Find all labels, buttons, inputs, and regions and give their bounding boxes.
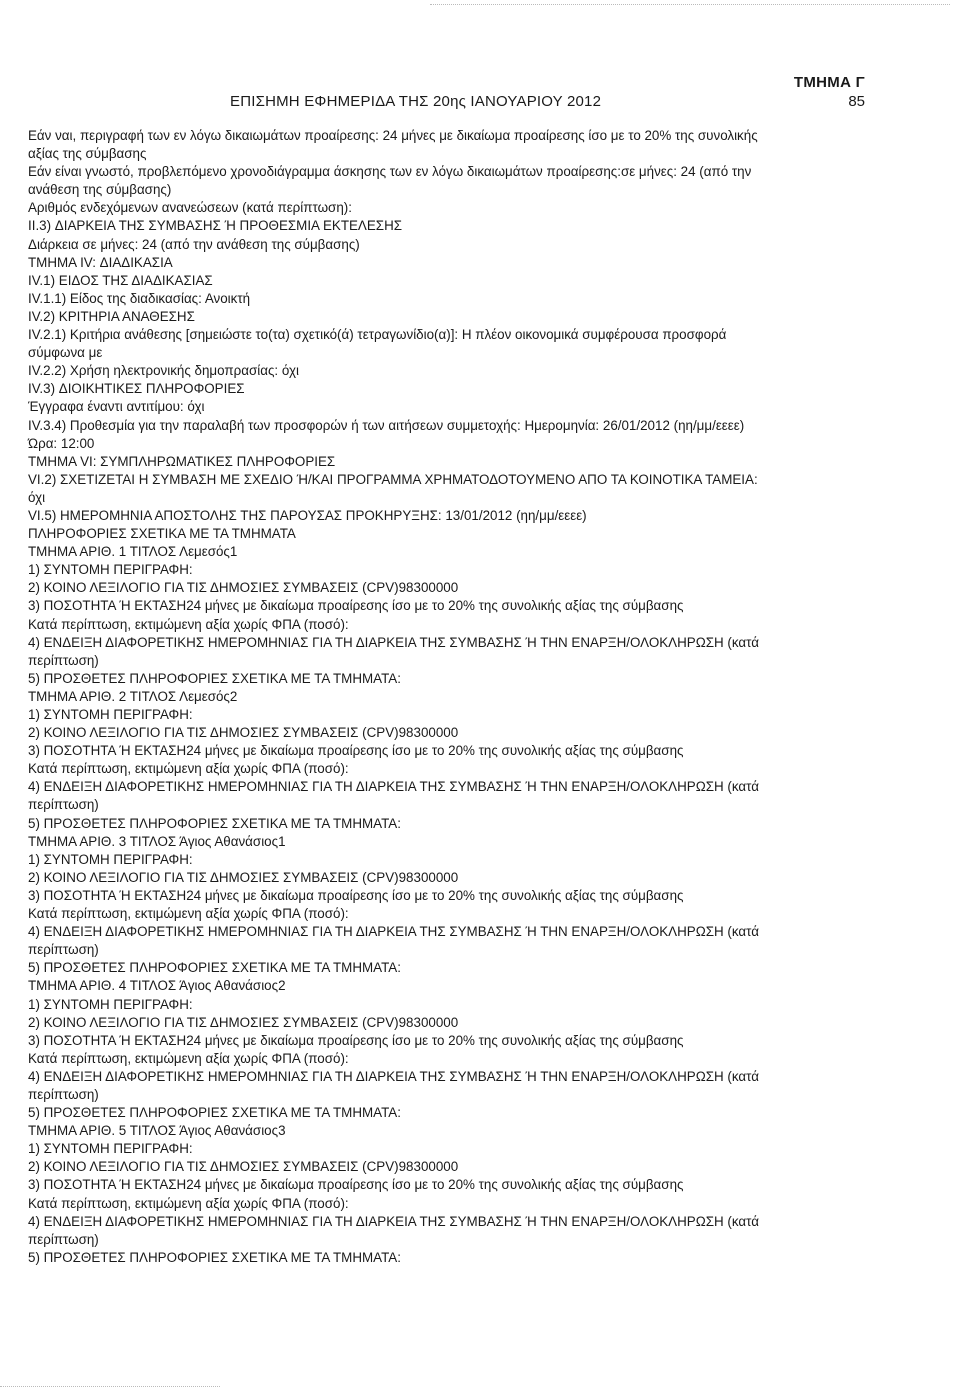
document-line: 4) ΕΝΔΕΙΞΗ ΔΙΑΦΟΡΕΤΙΚΗΣ ΗΜΕΡΟΜΗΝΙΑΣ ΓΙΑ ΤΗ ΔΙΑΡΚΕΙΑ ΤΗΣ ΣΥΜΒΑΣΗΣ Ή ΤΗΝ ΕΝΑΡΞΗ/ΟΛΟΚΛΗΡΩΣΗ (κατά [28,779,759,795]
document-line: 5) ΠΡΟΣΘΕΤΕΣ ΠΛΗΡΟΦΟΡΙΕΣ ΣΧΕΤΙΚΑ ΜΕ ΤΑ ΤΜΗΜΑΤΑ: [28,960,401,976]
document-line: IV.1) ΕΙΔΟΣ ΤΗΣ ΔΙΑΔΙΚΑΣΙΑΣ [28,272,213,288]
document-line: Εάν ναι, περιγραφή των εν λόγω δικαιωμάτων προαίρεσης: 24 μήνες με δικαίωμα προαίρεσης ίσο με το 20% της συνολικής [28,128,758,143]
document-line: 2) ΚΟΙΝΟ ΛΕΞΙΛΟΓΙΟ ΓΙΑ ΤΙΣ ΔΗΜΟΣΙΕΣ ΣΥΜΒΑΣΕΙΣ (CPV)98300000 [28,580,459,596]
document-body [28,127,908,1267]
document-line: όχι [28,489,46,505]
document-line: ΤΜΗΜΑ ΑΡΙΘ. 5 ΤΙΤΛΟΣ Άγιος Αθανάσιος3 [28,1123,286,1139]
document-line: ανάθεση της σύμβασης) [28,182,172,198]
document-line: IV.1.1) Είδος της διαδικασίας: Ανοικτή [28,290,251,306]
document-line: 2) ΚΟΙΝΟ ΛΕΞΙΛΟΓΙΟ ΓΙΑ ΤΙΣ ΔΗΜΟΣΙΕΣ ΣΥΜΒΑΣΕΙΣ (CPV)98300000 [28,1014,459,1030]
document-line: περίπτωση) [28,1086,99,1102]
document-line: 5) ΠΡΟΣΘΕΤΕΣ ΠΛΗΡΟΦΟΡΙΕΣ ΣΧΕΤΙΚΑ ΜΕ ΤΑ ΤΜΗΜΑΤΑ: [28,815,401,831]
document-line: ΤΜΗΜΑ ΑΡΙΘ. 4 ΤΙΤΛΟΣ Άγιος Αθανάσιος2 [28,978,286,994]
document-line: 4) ΕΝΔΕΙΞΗ ΔΙΑΦΟΡΕΤΙΚΗΣ ΗΜΕΡΟΜΗΝΙΑΣ ΓΙΑ ΤΗ ΔΙΑΡΚΕΙΑ ΤΗΣ ΣΥΜΒΑΣΗΣ Ή ΤΗΝ ΕΝΑΡΞΗ/ΟΛΟΚΛΗΡΩΣΗ (κατά [28,924,759,940]
document-line: 1) ΣΥΝΤΟΜΗ ΠΕΡΙΓΡΑΦΗ: [28,562,193,578]
document-line: Κατά περίπτωση, εκτιμώμενη αξία χωρίς ΦΠΑ (ποσό): [28,1195,349,1211]
document-line: IV.2) ΚΡΙΤΗΡΙΑ ΑΝΑΘΕΣΗΣ [28,308,195,324]
document-line: ΤΜΗΜΑ ΑΡΙΘ. 1 ΤΙΤΛΟΣ Λεμεσός1 [28,544,238,560]
document-line: IV.3.4) Προθεσμία για την παραλαβή των προσφορών ή των αιτήσεων συμμετοχής: Ημερομηνία: 26/01/2012 (ηη/μμ/εεεε) [28,417,745,433]
document-line: II.3) ΔΙΑΡΚΕΙΑ ΤΗΣ ΣΥΜΒΑΣΗΣ Ή ΠΡΟΘΕΣΜΙΑ ΕΚΤΕΛΕΣΗΣ [28,218,403,234]
document-line: ΤΜΗΜΑ IV: ΔΙΑΔΙΚΑΣΙΑ [28,254,173,270]
document-line: 3) ΠΟΣΟΤΗΤΑ Ή ΕΚΤΑΣΗ24 μήνες με δικαίωμα προαίρεσης ίσο με το 20% της συνολικής αξίας της σύμβασης [28,1177,684,1193]
document-line: 4) ΕΝΔΕΙΞΗ ΔΙΑΦΟΡΕΤΙΚΗΣ ΗΜΕΡΟΜΗΝΙΑΣ ΓΙΑ ΤΗ ΔΙΑΡΚΕΙΑ ΤΗΣ ΣΥΜΒΑΣΗΣ Ή ΤΗΝ ΕΝΑΡΞΗ/ΟΛΟΚΛΗΡΩΣΗ (κατά [28,1213,759,1229]
document-line: Ώρα: 12:00 [28,435,95,451]
document-line: Κατά περίπτωση, εκτιμώμενη αξία χωρίς ΦΠΑ (ποσό): [28,1050,349,1066]
document-line: Κατά περίπτωση, εκτιμώμενη αξία χωρίς ΦΠΑ (ποσό): [28,616,349,632]
document-line: Κατά περίπτωση, εκτιμώμενη αξία χωρίς ΦΠΑ (ποσό): [28,906,349,922]
document-line: IV.3) ΔΙΟΙΚΗΤΙΚΕΣ ΠΛΗΡΟΦΟΡΙΕΣ [28,381,245,397]
document-line: 5) ΠΡΟΣΘΕΤΕΣ ΠΛΗΡΟΦΟΡΙΕΣ ΣΧΕΤΙΚΑ ΜΕ ΤΑ ΤΜΗΜΑΤΑ: [28,1249,401,1265]
document-line: 2) ΚΟΙΝΟ ΛΕΞΙΛΟΓΙΟ ΓΙΑ ΤΙΣ ΔΗΜΟΣΙΕΣ ΣΥΜΒΑΣΕΙΣ (CPV)98300000 [28,869,459,885]
section-label: ΤΜΗΜΑ Γ [793,74,865,91]
document-line: 1) ΣΥΝΤΟΜΗ ΠΕΡΙΓΡΑΦΗ: [28,707,193,722]
scan-artifact-bottom [0,1386,220,1388]
document-line: 5) ΠΡΟΣΘΕΤΕΣ ΠΛΗΡΟΦΟΡΙΕΣ ΣΧΕΤΙΚΑ ΜΕ ΤΑ ΤΜΗΜΑΤΑ: [28,670,401,686]
gazette-header-title: ΕΠΙΣΗΜΗ ΕΦΗΜΕΡΙΔΑ ΤΗΣ 20ης ΙΑΝΟΥΑΡΙΟΥ 2012 [230,93,602,110]
page-number: 85 [848,93,865,110]
document-line: 4) ΕΝΔΕΙΞΗ ΔΙΑΦΟΡΕΤΙΚΗΣ ΗΜΕΡΟΜΗΝΙΑΣ ΓΙΑ ΤΗ ΔΙΑΡΚΕΙΑ ΤΗΣ ΣΥΜΒΑΣΗΣ Ή ΤΗΝ ΕΝΑΡΞΗ/ΟΛΟΚΛΗΡΩΣΗ (κατά [28,634,759,650]
document-line: αξίας της σύμβασης [28,146,147,162]
document-line: 3) ΠΟΣΟΤΗΤΑ Ή ΕΚΤΑΣΗ24 μήνες με δικαίωμα προαίρεσης ίσο με το 20% της συνολικής αξίας της σύμβασης [28,887,684,903]
document-line: Διάρκεια σε μήνες: 24 (από την ανάθεση της σύμβασης) [28,236,360,252]
document-line: ΠΛΗΡΟΦΟΡΙΕΣ ΣΧΕΤΙΚΑ ΜΕ ΤΑ ΤΜΗΜΑΤΑ [28,526,296,542]
document-line: περίπτωση) [28,1231,99,1247]
document-line: Αριθμός ενδεχόμενων ανανεώσεων (κατά περίπτωση): [28,200,352,216]
document-line: 1) ΣΥΝΤΟΜΗ ΠΕΡΙΓΡΑΦΗ: [28,851,193,867]
document-line: Κατά περίπτωση, εκτιμώμενη αξία χωρίς ΦΠΑ (ποσό): [28,761,349,777]
document-line: 5) ΠΡΟΣΘΕΤΕΣ ΠΛΗΡΟΦΟΡΙΕΣ ΣΧΕΤΙΚΑ ΜΕ ΤΑ ΤΜΗΜΑΤΑ: [28,1105,401,1121]
document-line: 3) ΠΟΣΟΤΗΤΑ Ή ΕΚΤΑΣΗ24 μήνες με δικαίωμα προαίρεσης ίσο με το 20% της συνολικής αξίας της σύμβασης [28,1032,684,1048]
document-line: VI.5) ΗΜΕΡΟΜΗΝΙΑ ΑΠΟΣΤΟΛΗΣ ΤΗΣ ΠΑΡΟΥΣΑΣ ΠΡΟΚΗΡΥΞΗΣ: 13/01/2012 (ηη/μμ/εεεε) [28,507,587,523]
document-line: 4) ΕΝΔΕΙΞΗ ΔΙΑΦΟΡΕΤΙΚΗΣ ΗΜΕΡΟΜΗΝΙΑΣ ΓΙΑ ΤΗ ΔΙΑΡΚΕΙΑ ΤΗΣ ΣΥΜΒΑΣΗΣ Ή ΤΗΝ ΕΝΑΡΞΗ/ΟΛΟΚΛΗΡΩΣΗ (κατά [28,1068,759,1084]
document-line: 1) ΣΥΝΤΟΜΗ ΠΕΡΙΓΡΑΦΗ: [28,996,193,1012]
document-line: περίπτωση) [28,942,99,958]
document-line: 2) ΚΟΙΝΟ ΛΕΞΙΛΟΓΙΟ ΓΙΑ ΤΙΣ ΔΗΜΟΣΙΕΣ ΣΥΜΒΑΣΕΙΣ (CPV)98300000 [28,725,459,741]
document-line: IV.2.2) Χρήση ηλεκτρονικής δημοπρασίας: όχι [28,363,299,379]
scan-artifact-top [430,4,950,6]
document-line: ΤΜΗΜΑ VI: ΣΥΜΠΛΗΡΩΜΑΤΙΚΕΣ ΠΛΗΡΟΦΟΡΙΕΣ [28,453,336,469]
document-line: 1) ΣΥΝΤΟΜΗ ΠΕΡΙΓΡΑΦΗ: [28,1141,193,1157]
document-line: 3) ΠΟΣΟΤΗΤΑ Ή ΕΚΤΑΣΗ24 μήνες με δικαίωμα προαίρεσης ίσο με το 20% της συνολικής αξίας της σύμβασης [28,743,684,759]
document-line: 2) ΚΟΙΝΟ ΛΕΞΙΛΟΓΙΟ ΓΙΑ ΤΙΣ ΔΗΜΟΣΙΕΣ ΣΥΜΒΑΣΕΙΣ (CPV)98300000 [28,1159,459,1175]
document-line: Εάν είναι γνωστό, προβλεπόμενο χρονοδιάγραμμα άσκησης των εν λόγω δικαιωμάτων προαίρεσης:σε μήνες: 24 (από την [28,164,752,180]
document-line: Έγγραφα έναντι αντιτίμου: όχι [28,399,205,415]
document-line: 3) ΠΟΣΟΤΗΤΑ Ή ΕΚΤΑΣΗ24 μήνες με δικαίωμα προαίρεσης ίσο με το 20% της συνολικής αξίας της σύμβασης [28,598,684,614]
document-line: VI.2) ΣΧΕΤΙΖΕΤΑΙ Η ΣΥΜΒΑΣΗ ΜΕ ΣΧΕΔΙΟ Ή/ΚΑΙ ΠΡΟΓΡΑΜΜΑ ΧΡΗΜΑΤΟΔΟΤΟΥΜΕΝΟ ΑΠΟ ΤΑ ΚΟΙΝΟΤΙΚΑ ΤΑΜΕΙΑ: [28,471,758,487]
document-line: περίπτωση) [28,797,99,813]
document-line: ΤΜΗΜΑ ΑΡΙΘ. 3 ΤΙΤΛΟΣ Άγιος Αθανάσιος1 [28,833,286,849]
document-line: IV.2.1) Κριτήρια ανάθεσης [σημειώστε το(τα) σχετικό(ά) τετραγωνίδιο(α)]: Η πλέον οικονομικά συμφέρουσα προσφορά [28,327,727,343]
document-line: ΤΜΗΜΑ ΑΡΙΘ. 2 ΤΙΤΛΟΣ Λεμεσός2 [28,688,238,704]
document-line: σύμφωνα με [28,345,103,361]
document-line: περίπτωση) [28,652,99,668]
